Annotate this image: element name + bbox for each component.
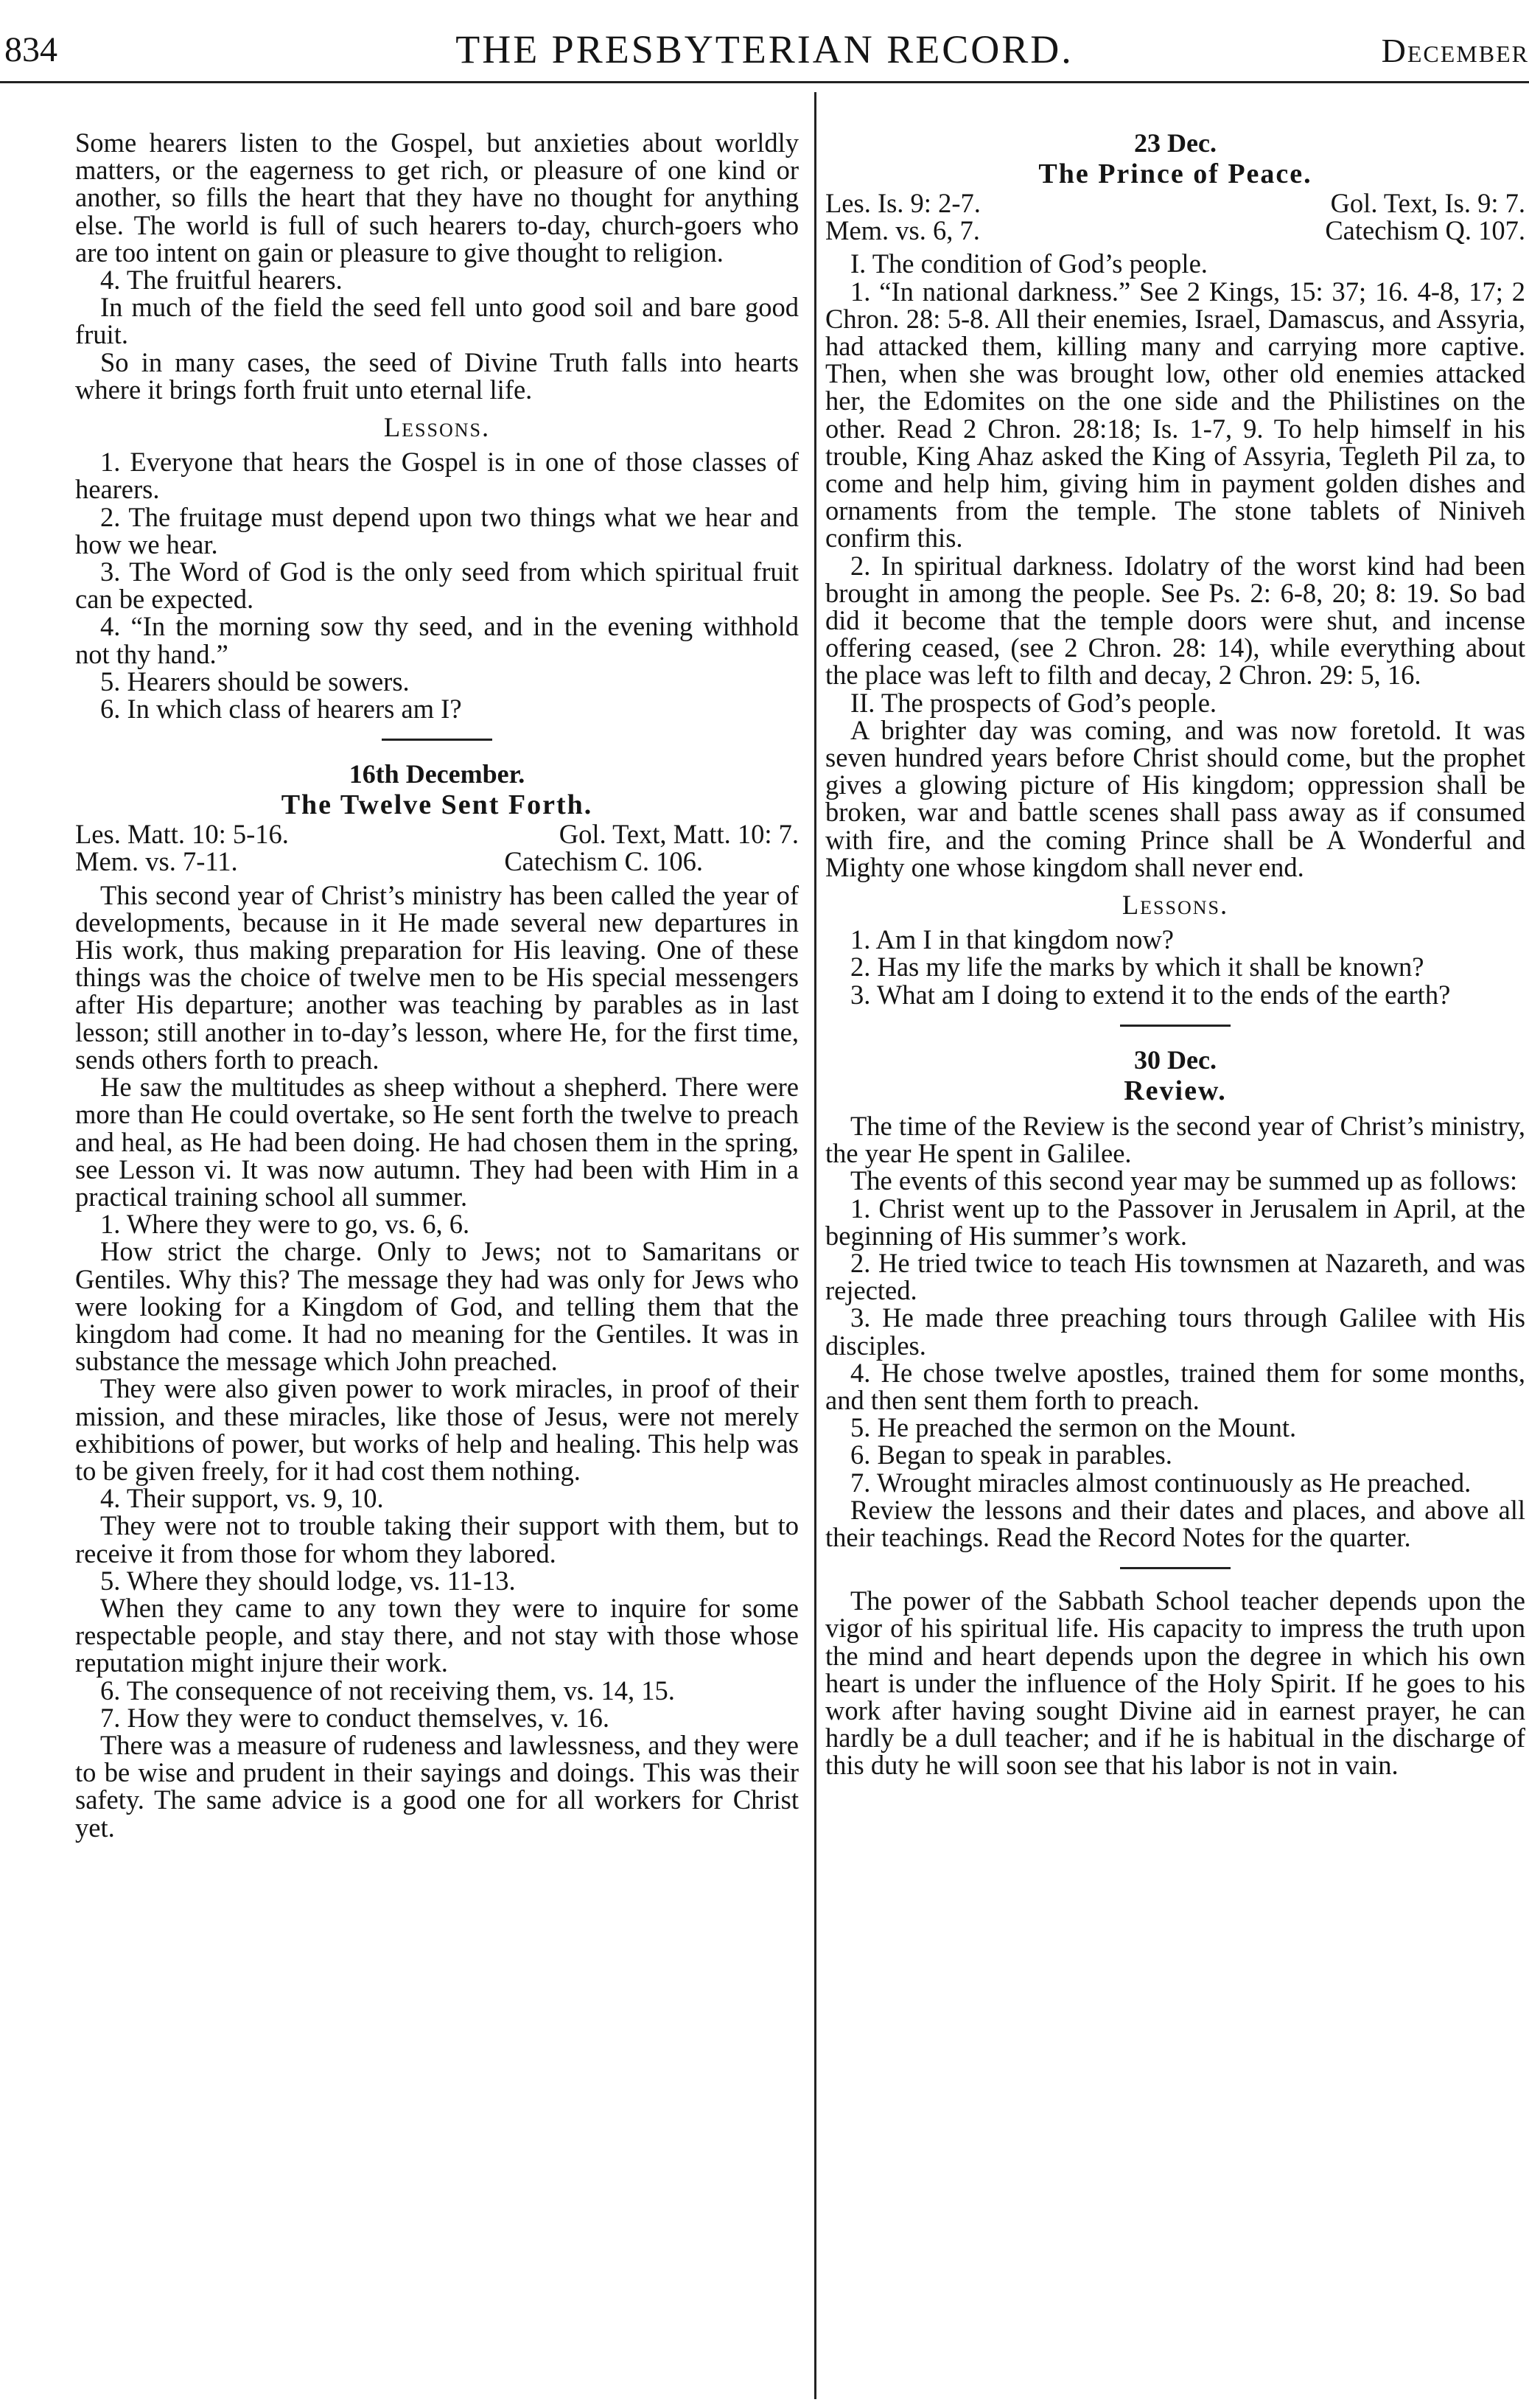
closing-paragraph: The power of the Sabbath School teacher depends upon the vigor of his spiritual life. His capacity to impress the truth upon the mind and heart depends upon the degree in which his own heart is under the influence of the Holy Spirit. If he goes to his work after having sought Divine aid in earnest prayer, he can hardly be a dull teacher; and if he is habitual in the discharge of this duty he will soon see that his labor is not in vain. [825, 1585, 1525, 1781]
lesson-date: 16th December. [349, 759, 525, 789]
paragraph: 7. Wrought miracles almost continuously as He preached. [850, 1467, 1472, 1498]
lesson-item: 3. What am I doing to extend it to the ends of the earth? [850, 979, 1451, 1010]
section-divider [1120, 1567, 1231, 1569]
lesson-meta-row [825, 189, 1525, 217]
lesson-date: 23 Dec. [1134, 128, 1217, 158]
paragraph: 1. “In national darkness.” See 2 Kings, 15: 37; 16. 4-8, 17; 2 Chron. 28: 5-8. All their enemies, Israel, Damascus, and Assyria, had attacked them, killing many and carrying more captive. Then, when she was brought low, other old enemies attacked her, the Edomites on the one side and the Philistines on the other. Read 2 Chron. 28:18; Is. 1-7, 9. To help himself in his trouble, King Ahaz asked the King of Assyria, Tegleth Pil za, to come and help him, giving him in payment golden dishes and ornaments from the temple. The stone tablets of Niniveh confirm this. [825, 276, 1525, 554]
page-header [0, 0, 1529, 80]
golden-text: Gol. Text, Is. 9: 7. [1330, 188, 1525, 218]
lesson-item: 2. Has my life the marks by which it shall be known? [850, 952, 1424, 983]
paragraph: 5. Where they should lodge, vs. 11-13. [100, 1565, 516, 1596]
column-divider [814, 92, 816, 2399]
paragraph: When they came to any town they were to inquire for some respectable people, and stay there, and not stay with those whose reputation might injure their work. [75, 1592, 799, 1678]
paragraph: A brighter day was coming, and was now foretold. It was seven hundred years before Christ should come, but the prophet gives a glowing picture of His kingdom; oppression shall be broken, war and battle scenes shall pass away as if consumed with fire, and the coming Prince shall be A Wonderful and Mighty one whose kingdom shall never end. [825, 714, 1525, 882]
month-label: December [1381, 32, 1529, 69]
paragraph: 7. How they were to conduct themselves, v. 16. [100, 1702, 609, 1733]
lesson-item: 1. Am I in that kingdom now? [850, 924, 1174, 955]
lesson-title: Review. [1124, 1075, 1227, 1106]
catechism-ref: Catechism Q. 107. [1325, 215, 1525, 246]
paragraph: There was a measure of rudeness and lawlessness, and they were to be wise and prudent in their sayings and doings. This was their safety. The same advice is a good one for all workers for Christ yet. [75, 1729, 799, 1843]
paragraph: Review the lessons and their dates and places, and above all their teachings. Read the Record Notes for the quarter. [825, 1494, 1525, 1552]
paragraph: 4. Their support, vs. 9, 10. [100, 1483, 384, 1514]
lesson-item: 4. “In the morning sow thy seed, and in the evening withhold not thy hand.” [75, 611, 799, 669]
header-rule [0, 81, 1529, 83]
page-number: 834 [4, 30, 57, 69]
paragraph: He saw the multitudes as sheep without a shepherd. There were more than He could overtake, so He sent forth the twelve to preach and heal, as He had been doing. He had chosen them in the spring, see Lesson vi. It was now autumn. They had been with Him in a practical training school all summer. [75, 1072, 799, 1212]
lesson-meta-row [75, 820, 799, 848]
paragraph: 6. Began to speak in parables. [850, 1439, 1172, 1470]
paragraph: So in many cases, the seed of Divine Truth falls into hearts where it brings forth fruit unto eternal life. [75, 346, 799, 405]
paragraph: 1. Where they were to go, vs. 6, 6. [100, 1209, 470, 1240]
paragraph: 4. The fruitful hearers. [100, 265, 343, 296]
lesson-item: 2. The fruitage must depend upon two things what we hear and how we hear. [75, 501, 799, 559]
lesson-item: 5. Hearers should be sowers. [100, 666, 410, 697]
lesson-meta-row [75, 848, 799, 875]
running-title: THE PRESBYTERIAN RECORD. [455, 27, 1074, 71]
paragraph: Some hearers listen to the Gospel, but anxieties about worldly matters, or the eagerness to get rich, or pleasure of one kind or another, so fills the heart that they have no thought for anything else. The world is full of such hearers to-day, church-goers who are too intent on gain or pleasure to give thought to religion. [75, 128, 799, 268]
lesson-item: 1. Everyone that hears the Gospel is in one of those classes of hearers. [75, 447, 799, 505]
lessons-heading: Lessons. [383, 412, 491, 443]
paragraph: 5. He preached the sermon on the Mount. [850, 1412, 1297, 1443]
lesson-date: 30 Dec. [1134, 1044, 1217, 1075]
lesson-item: 3. The Word of God is the only seed from which spiritual fruit can be expected. [75, 556, 799, 615]
memory-verses: Mem. vs. 7-11. [75, 846, 238, 877]
paragraph: II. The prospects of God’s people. [850, 687, 1217, 718]
paragraph: This second year of Christ’s ministry has been called the year of developments, because in it He made several new departures in His work, thus making preparation for His leaving. One of these things was the choice of twelve men to be His special messengers after His departure; another was teaching by parables as in last lesson; still another in to-day’s lesson, where He, for the first time, sends others forth to preach. [75, 879, 799, 1075]
lesson-reference: Les. Is. 9: 2-7. [825, 188, 981, 218]
lesson-item: 6. In which class of hearers am I? [100, 694, 462, 725]
paragraph: 2. In spiritual darkness. Idolatry of the worst kind had been brought in among the people. See Ps. 2: 6-8, 20; 8: 19. So bad did it become that the temple doors were shut, and incense offering ceased, (see 2 Chron. 28: 14), while everything about the place was left to filth and decay, 2 Chron. 29: 5, 16. [825, 550, 1525, 691]
memory-verses: Mem. vs. 6, 7. [825, 215, 980, 246]
right-column [825, 129, 1525, 1779]
section-divider [382, 739, 492, 741]
paragraph: How strict the charge. Only to Jews; not to Samaritans or Gentiles. Why this? The message they had was only for Jews who were looking for a Kingdom of God, and telling them that the kingdom had come. It had no meaning for the Gentiles. It was in substance the message which John preached. [75, 1236, 799, 1377]
paragraph: 1. Christ went up to the Passover in Jerusalem in April, at the beginning of His summer’s work. [825, 1193, 1525, 1251]
paragraph: 2. He tried twice to teach His townsmen at Nazareth, and was rejected. [825, 1247, 1525, 1306]
lesson-meta-row [825, 217, 1525, 244]
lesson-title: The Twelve Sent Forth. [281, 789, 593, 821]
paragraph: 3. He made three preaching tours through Galilee with His disciples. [825, 1302, 1525, 1361]
catechism-ref: Catechism C. 106. [504, 846, 703, 877]
left-column [75, 129, 799, 1841]
paragraph: The time of the Review is the second year of Christ’s ministry, the year He spent in Galilee. [825, 1110, 1525, 1169]
paragraph: 6. The consequence of not receiving them, vs. 14, 15. [100, 1675, 675, 1706]
paragraph: They were also given power to work miracles, in proof of their mission, and these miracles, like those of Jesus, were not merely exhibitions of power, but works of help and healing. This help was to be given freely, for it had cost them nothing. [75, 1373, 799, 1486]
lessons-heading: Lessons. [1122, 890, 1229, 921]
paragraph: In much of the field the seed fell unto good soil and bare good fruit. [75, 292, 799, 350]
paragraph: I. The condition of God’s people. [850, 248, 1208, 279]
lesson-title: The Prince of Peace. [1038, 158, 1312, 189]
paragraph: They were not to trouble taking their support with them, but to receive it from those for whom they labored. [75, 1510, 799, 1568]
golden-text: Gol. Text, Matt. 10: 7. [559, 819, 799, 850]
paragraph: 4. He chose twelve apostles, trained them for some months, and then sent them forth to preach. [825, 1357, 1525, 1415]
paragraph: The events of this second year may be summed up as follows: [850, 1165, 1518, 1196]
section-divider [1120, 1025, 1231, 1027]
lesson-reference: Les. Matt. 10: 5-16. [75, 819, 289, 850]
